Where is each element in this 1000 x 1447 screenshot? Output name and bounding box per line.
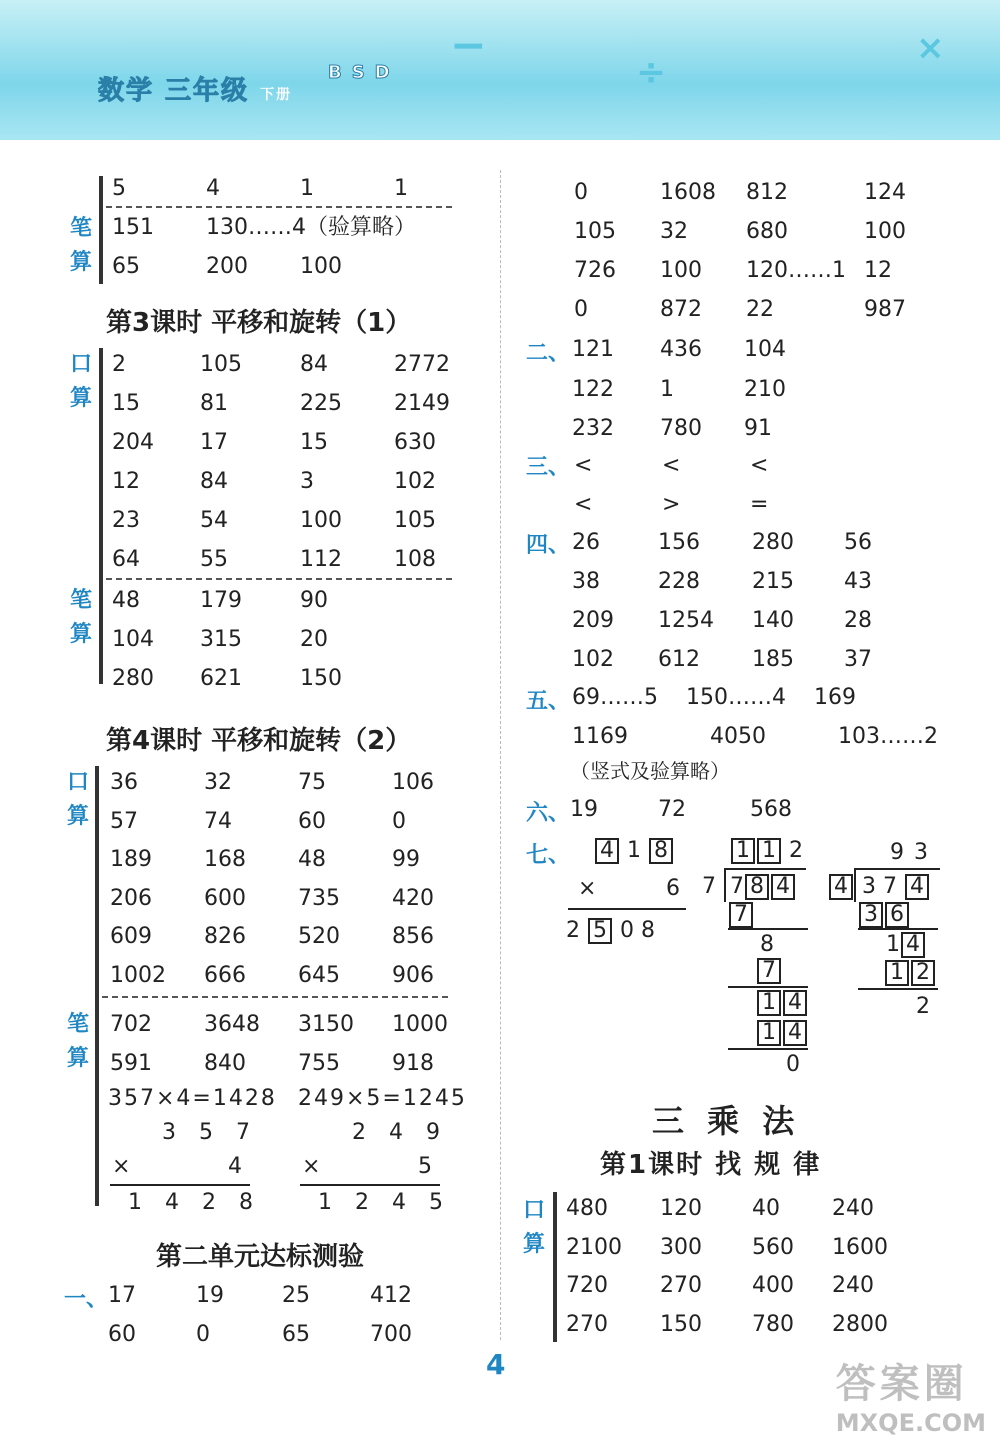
answer-value: 240 [832, 1196, 874, 1221]
division-step: 3 6 [858, 902, 910, 928]
answer-value: 420 [392, 885, 434, 911]
answer-value: 72 [658, 797, 686, 822]
answer-value: 270 [660, 1273, 702, 1298]
answer-value: 591 [110, 1051, 152, 1076]
answer-value: 38 [572, 569, 600, 594]
lesson-title: 第4课时 平移和旋转（2） [106, 726, 412, 756]
answer-value: 43 [844, 569, 872, 594]
answer-value: 2149 [394, 391, 450, 416]
answer-value: 645 [298, 962, 340, 988]
answer-value: 1600 [832, 1234, 888, 1260]
vertical-top: 3 5 7 [162, 1120, 258, 1145]
answer-value: 4050 [710, 724, 766, 749]
answer-value: 872 [660, 297, 702, 322]
answer-value: 55 [200, 547, 228, 572]
answer-value: 210 [744, 376, 786, 402]
divisor: 4 [828, 874, 854, 900]
answer-value: 2800 [832, 1311, 888, 1337]
answer-value: 122 [572, 376, 614, 402]
answer-value: 568 [750, 797, 792, 822]
calc-line [858, 928, 938, 930]
division-bracket [724, 868, 726, 902]
answer-value: 1169 [572, 724, 628, 749]
answer-value: 84 [300, 352, 328, 377]
answer-value: 1002 [110, 962, 166, 988]
answer-value: 856 [392, 924, 434, 949]
answer-value: 3150 [298, 1012, 354, 1037]
answer-value: 780 [752, 1311, 794, 1337]
division-step: 7 [756, 958, 782, 984]
answer-value: 81 [200, 391, 228, 416]
answer-value: 680 [746, 219, 788, 244]
answer-value: 91 [744, 416, 772, 441]
answer-value: 40 [752, 1196, 780, 1221]
calc-line [728, 986, 808, 988]
divide-icon: ÷ [636, 52, 667, 93]
multiplier: 6 [666, 876, 680, 901]
answer-value: 20 [300, 627, 328, 652]
publisher-logo: BSD [328, 62, 400, 83]
answer-value: 621 [200, 666, 242, 691]
multiplier: 5 [418, 1154, 432, 1179]
answer-value: 206 [110, 885, 152, 911]
answer-value: 25 [282, 1283, 310, 1308]
answer-value: < [574, 453, 593, 478]
answer-value: 987 [864, 297, 906, 322]
quotient-digits: 1 1 2 [730, 838, 803, 864]
answer-value: 60 [108, 1322, 136, 1347]
dashed-separator [106, 578, 452, 580]
section-label-bisuan: 笔 算 [66, 1012, 89, 1071]
answer-value: 232 [572, 416, 614, 441]
answer-value: 225 [300, 391, 342, 416]
answer-value: 1608 [660, 180, 716, 205]
multiply-sign: × [112, 1154, 131, 1179]
answer-value: 480 [566, 1196, 608, 1221]
answer-value: 156 [658, 530, 700, 555]
question-number: 七、 [526, 843, 571, 868]
division-step: 1 2 [884, 960, 936, 986]
question-number: 二、 [526, 341, 571, 366]
bracket-bar [95, 766, 99, 1206]
mul-top-digits: 4 1 8 [594, 838, 674, 864]
remainder: 0 [786, 1052, 800, 1077]
calc-line [300, 1184, 440, 1186]
answer-value: 2100 [566, 1234, 622, 1260]
vertical-result: 1 4 2 8 [128, 1190, 261, 1215]
section-label-bisuan: 笔 算 [69, 216, 92, 275]
answer-value: 54 [200, 508, 228, 533]
division-bar [856, 868, 940, 870]
answer-value: 48 [298, 847, 326, 872]
answer-value: 65 [282, 1322, 310, 1347]
answer-value: 57 [110, 808, 138, 834]
answer-value: 1254 [658, 608, 714, 633]
answer-value: 26 [572, 530, 600, 555]
vertical-top: 2 4 9 [352, 1120, 448, 1145]
answer-value: 104 [112, 627, 154, 652]
answer-value: 75 [298, 770, 326, 795]
header-title: 数学 三年级 下册 [98, 76, 293, 106]
answer-value: 12 [112, 469, 140, 494]
answer-value: 150 [660, 1311, 702, 1337]
answer-value: 56 [844, 530, 872, 555]
calc-line [728, 1048, 808, 1050]
answer-value: 0 [392, 808, 406, 834]
bracket-bar [99, 348, 103, 684]
lesson-title: 第1课时 找 规 律 [600, 1150, 822, 1180]
vertical-result: 1 2 4 5 [318, 1190, 451, 1215]
answer-value: 609 [110, 924, 152, 949]
unit-test-title: 第二单元达标测验 [156, 1242, 365, 1272]
answer-value: 120 [660, 1196, 702, 1221]
bracket-bar [99, 176, 103, 284]
answer-value: 179 [200, 588, 242, 613]
answer-value: = [750, 492, 769, 517]
answer-value: 906 [392, 962, 434, 988]
answer-value: 720 [566, 1273, 608, 1298]
answer-value: 108 [394, 547, 436, 572]
mul-result-digits: 2 5 0 8 [566, 918, 655, 943]
dividend-digits: 7 8 4 [730, 874, 796, 900]
note-text: （竖式及验算略） [570, 759, 730, 783]
answer-value: 15 [112, 391, 140, 416]
answer-value: 99 [392, 847, 420, 872]
dividend-digits: 3 7 4 [862, 874, 930, 900]
dashed-separator [102, 996, 448, 998]
section-label-kousuan: 口 算 [522, 1198, 545, 1257]
answer-value: < [750, 453, 769, 478]
answer-value: 37 [844, 647, 872, 672]
answer-value: 121 [572, 337, 614, 362]
lesson-title: 第3课时 平移和旋转（1） [106, 308, 412, 338]
quotient-digits: 93 [890, 840, 938, 865]
calc-line [568, 908, 686, 910]
answer-value: 64 [112, 547, 140, 572]
equation: 357×4=1428 [108, 1086, 277, 1111]
answer-value: 228 [658, 569, 700, 594]
answer-value: 209 [572, 608, 614, 633]
division-step: 1 4 [756, 990, 808, 1016]
answer-value: 150……4 [686, 685, 786, 710]
answer-value: 90 [300, 588, 328, 613]
answer-value: 17 [200, 430, 228, 455]
answer-value: 23 [112, 508, 140, 533]
answer-value: < [574, 492, 593, 517]
answer-value: 0 [574, 180, 588, 205]
dashed-separator [106, 206, 452, 208]
answer-value: 280 [112, 666, 154, 691]
answer-value: 22 [746, 297, 774, 322]
answer-value: 240 [832, 1273, 874, 1298]
answer-value: 185 [752, 647, 794, 672]
answer-value: 826 [204, 924, 246, 949]
answer-value: 189 [110, 847, 152, 872]
answer-value: 270 [566, 1311, 608, 1337]
bracket-bar [553, 1192, 557, 1342]
answer-value: 100 [300, 508, 342, 533]
answer-value: 32 [204, 770, 232, 795]
remainder: 2 [916, 994, 930, 1019]
answer-value: 15 [300, 430, 328, 455]
answer-value: 105 [394, 508, 436, 533]
division-step: 1 4 [886, 932, 926, 958]
answer-value: 2 [112, 352, 126, 377]
answer-value: 735 [298, 885, 340, 911]
answer-value: 17 [108, 1283, 136, 1308]
answer-value: 169 [814, 685, 856, 710]
page-number: 4 [486, 1348, 506, 1381]
answer-value: 102 [394, 469, 436, 494]
minus-icon: − [450, 20, 487, 71]
division-step: 8 [760, 932, 774, 957]
answer-value: 600 [204, 885, 246, 911]
answer-value: 3648 [204, 1012, 260, 1037]
answer-value: 726 [574, 258, 616, 283]
answer-value: 19 [570, 797, 598, 822]
answer-value: 12 [864, 258, 892, 283]
answer-value: 400 [752, 1273, 794, 1298]
answer-value: 3 [300, 469, 314, 494]
answer-value: 700 [370, 1322, 412, 1347]
answer-value: 780 [660, 416, 702, 441]
answer-value: 105 [574, 219, 616, 244]
answer-value: 150 [300, 666, 342, 691]
question-number: 一、 [64, 1287, 109, 1312]
answer-value: 60 [298, 808, 326, 834]
division-bar [726, 868, 806, 870]
answer-value: 104 [744, 337, 786, 362]
multiplier: 4 [228, 1154, 242, 1179]
division-step: 1 4 [756, 1020, 808, 1046]
calc-line [110, 1184, 250, 1186]
times-icon: × [916, 28, 945, 68]
answer-value: 204 [112, 430, 154, 455]
answer-value: 32 [660, 219, 688, 244]
header-subtitle: 下册 [260, 87, 293, 103]
answer-value: 106 [392, 770, 434, 795]
section-label-kousuan: 口 算 [69, 352, 92, 411]
answer-value: 100 [864, 219, 906, 244]
answer-value: 102 [572, 647, 614, 672]
divisor: 7 [702, 874, 716, 899]
answer-value: 666 [204, 962, 246, 988]
answer-value: 612 [658, 647, 700, 672]
answer-value: 36 [110, 770, 138, 795]
answer-value: 560 [752, 1234, 794, 1260]
answer-value: 412 [370, 1283, 412, 1308]
answer-value: 103……2 [838, 724, 938, 749]
page-header-banner [0, 0, 1000, 140]
answer-value: 19 [196, 1283, 224, 1308]
answer-value: < [662, 453, 681, 478]
answer-value: 69……5 [572, 685, 658, 710]
answer-value: 1 [660, 376, 674, 402]
answer-value: 918 [392, 1051, 434, 1076]
question-number: 五、 [526, 689, 571, 714]
question-number: 六、 [526, 801, 571, 826]
answer-value: 0 [196, 1322, 210, 1347]
answer-value: 100 [660, 258, 702, 283]
equation: 249×5=1245 [298, 1086, 467, 1111]
watermark-logo: 答案圈 MXQE.COM [835, 1361, 986, 1437]
answer-value: 28 [844, 608, 872, 633]
division-bracket [854, 868, 856, 902]
answer-value: 812 [746, 180, 788, 205]
answer-value: 630 [394, 430, 436, 455]
calc-line [728, 928, 808, 930]
calc-line [858, 988, 938, 990]
answer-value: 74 [204, 808, 232, 834]
answer-value: 168 [204, 847, 246, 872]
answer-value: 48 [112, 588, 140, 613]
answer-value: 105 [200, 352, 242, 377]
answer-value: 140 [752, 608, 794, 633]
answer-value: 840 [204, 1051, 246, 1076]
answer-value: > [662, 492, 681, 517]
answer-value: 215 [752, 569, 794, 594]
answer-value: 0 [574, 297, 588, 322]
answer-value: 280 [752, 530, 794, 555]
multiply-sign: × [302, 1154, 321, 1179]
section-label-kousuan: 口 算 [66, 770, 89, 829]
answer-value: 755 [298, 1051, 340, 1076]
multiply-sign: × [578, 876, 597, 901]
answer-value: 1000 [392, 1012, 448, 1037]
answer-value: 84 [200, 469, 228, 494]
answer-value: 702 [110, 1012, 152, 1037]
answer-value: 124 [864, 180, 906, 205]
answer-value: 120……1 [746, 258, 846, 283]
question-number: 四、 [526, 533, 571, 558]
question-number: 三、 [526, 455, 571, 480]
answer-value: 300 [660, 1234, 702, 1260]
answer-value: 520 [298, 924, 340, 949]
answer-value: 315 [200, 627, 242, 652]
division-step: 7 [728, 902, 754, 928]
answer-value: 2772 [394, 352, 450, 377]
column-divider [500, 170, 501, 1340]
section-label-bisuan: 笔 算 [69, 588, 92, 647]
unit-title: 三 乘 法 [652, 1102, 801, 1140]
answer-value: 112 [300, 547, 342, 572]
answer-value: 436 [660, 337, 702, 362]
